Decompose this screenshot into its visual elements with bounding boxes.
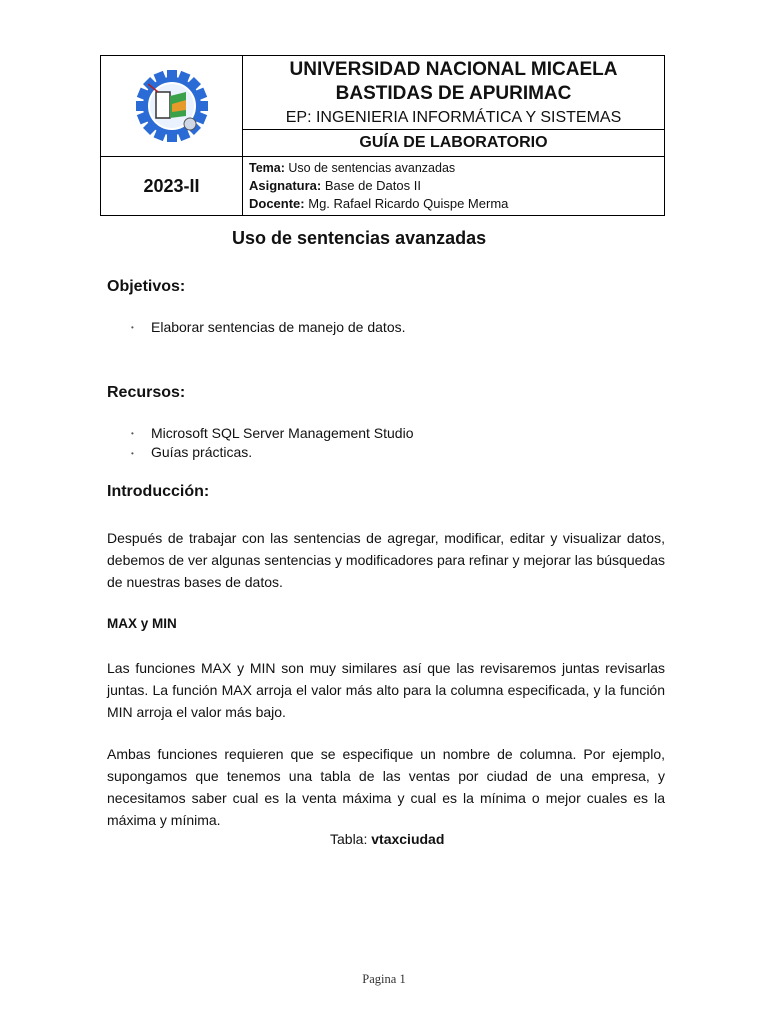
university-logo-icon	[132, 66, 212, 146]
objetivo-item: Elaborar sentencias de manejo de datos.	[151, 319, 406, 335]
maxmin-heading: MAX y MIN	[107, 616, 177, 631]
introduccion-heading: Introducción:	[107, 483, 210, 500]
tema-line	[249, 159, 658, 177]
asignatura-value: Base de Datos II	[324, 178, 421, 193]
header-table	[100, 55, 665, 216]
recursos-heading: Recursos:	[107, 384, 186, 401]
bullet-icon: •	[131, 429, 134, 438]
logo-cell	[101, 56, 243, 157]
table-caption	[330, 831, 444, 847]
year-cell	[101, 157, 243, 216]
university-name: UNIVERSIDAD NACIONAL MICAELA BASTIDAS DE APURIMAC	[289, 59, 618, 104]
objetivos-heading: Objetivos:	[107, 278, 186, 295]
tema-value: Uso de sentencias avanzadas	[288, 161, 456, 175]
maxmin-paragraph-1: Las funciones MAX y MIN son muy similares así que las revisaremos juntas revisarlas juntas. La función MAX arroja el valor más alto para la columna especificada, y la función MIN arroja el valor más bajo.	[107, 660, 665, 720]
university-name-cell	[243, 56, 665, 130]
page-number: Pagina 1	[362, 972, 406, 986]
maxmin-paragraph-2: Ambas funciones requieren que se especifique un nombre de columna. Por ejemplo, supongamos que tenemos una tabla de las ventas por ciudad de una empresa, y necesitamos saber cual es la venta máxima y cual es la mínima o mejor cuales es la máxima y mínima.	[107, 746, 665, 828]
document-title: Uso de sentencias avanzadas	[232, 228, 487, 248]
tema-label: Tema:	[249, 161, 285, 175]
recurso-item: Guías prácticas.	[151, 444, 253, 460]
docente-label: Docente:	[249, 196, 305, 211]
caption-table-name: vtaxciudad	[371, 831, 445, 847]
introduccion-paragraph: Después de trabajar con las sentencias de agregar, modificar, editar y visualizar datos, debemos de ver algunas sentencias y modificadores para refinar y mejorar las búsquedas de nuestras bases de datos.	[107, 530, 665, 590]
school-name: EP: INGENIERIA INFORMÁTICA Y SISTEMAS	[285, 109, 622, 126]
bullet-icon: •	[131, 323, 134, 332]
doc-type: GUÍA DE LABORATORIO	[359, 134, 548, 151]
docente-line	[249, 195, 658, 213]
caption-label: Tabla:	[330, 831, 372, 847]
bullet-icon: •	[131, 449, 134, 458]
asignatura-label: Asignatura:	[249, 178, 322, 193]
doc-type-cell	[243, 130, 665, 157]
course-info-cell	[243, 157, 665, 216]
recurso-item: Microsoft SQL Server Management Studio	[151, 425, 414, 441]
semester-year: 2023-II	[143, 175, 200, 196]
asignatura-line	[249, 177, 658, 195]
docente-value: Mg. Rafael Ricardo Quispe Merma	[308, 196, 509, 211]
